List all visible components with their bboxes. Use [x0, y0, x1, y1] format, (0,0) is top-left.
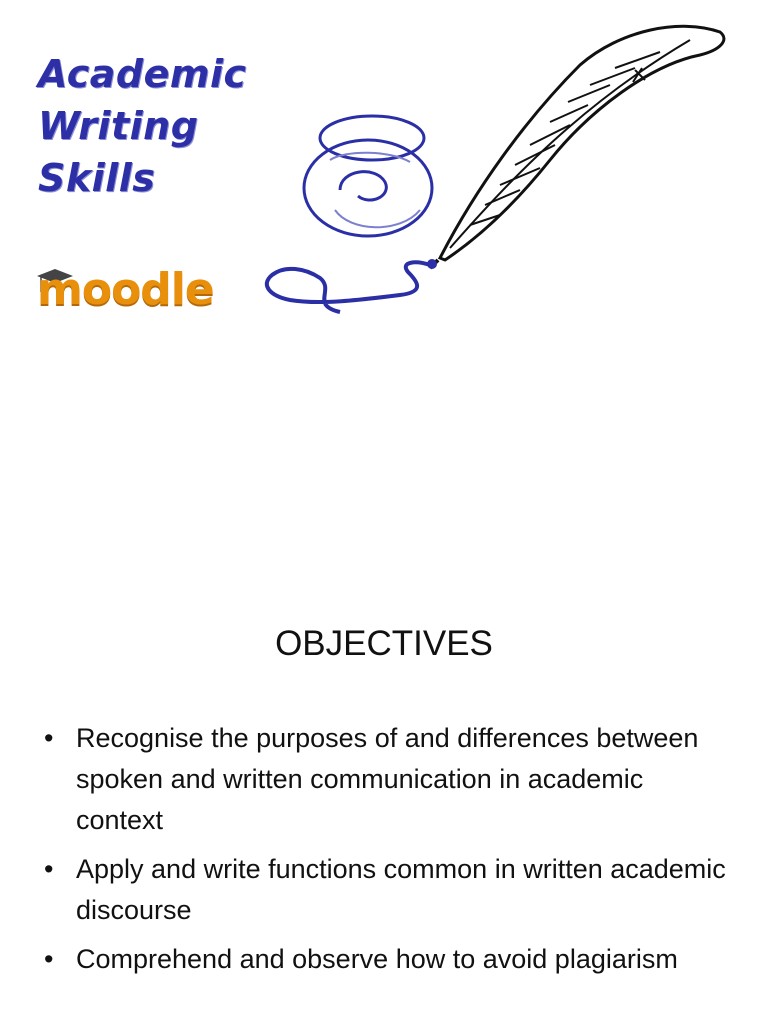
- course-title-line-3: Skills: [38, 156, 156, 200]
- objectives-slide: [0, 590, 768, 1024]
- objectives-list: [44, 718, 734, 988]
- course-title-line-1: Academic: [38, 52, 247, 96]
- list-item: [44, 718, 734, 841]
- course-title-line-2: Writing: [38, 104, 199, 148]
- bullet-icon: •: [44, 854, 54, 884]
- list-item: [44, 849, 734, 931]
- list-item: [44, 939, 734, 980]
- objective-text: Recognise the purposes of and differences between spoken and written communication in academic context: [76, 723, 699, 835]
- objective-text: Comprehend and observe how to avoid plagiarism: [76, 944, 678, 974]
- moodle-logo: [35, 262, 255, 318]
- course-banner-slide: [0, 0, 768, 330]
- ink-pot-icon: [304, 116, 432, 236]
- bullet-icon: •: [44, 944, 54, 974]
- quill-pen-icon: [250, 10, 750, 325]
- objective-text: Apply and write functions common in written academic discourse: [76, 854, 726, 925]
- bullet-icon: •: [44, 723, 54, 753]
- moodle-logo-text: moodle: [37, 264, 214, 315]
- objectives-title: OBJECTIVES: [275, 624, 493, 663]
